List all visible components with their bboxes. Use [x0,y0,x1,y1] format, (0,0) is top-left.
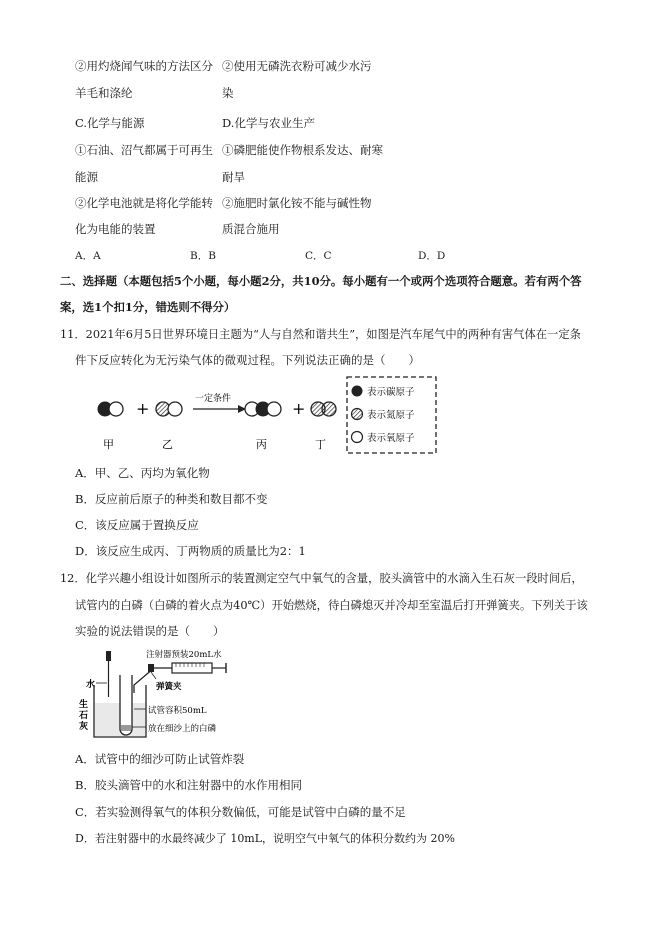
q12-stem-line2: 试管内的白磷（白磷的着火点为40℃）开始燃烧，待白磷熄灭并冷却至室温后打开弹簧夹。下列关于该 [75,599,588,612]
q12-stem-line1: 12．化学兴趣小组设计如图所示的装置测定空气中氧气的含量，胶头滴管中的水滴入生石灰一段时间后， [60,572,583,585]
table-header-c: C.化学与能源 [75,116,145,130]
spring-clamp [148,664,154,672]
product-ding-molecule [311,402,336,416]
label-yi: 乙 [162,438,173,451]
q11-option-c: C．该反应属于置换反应 [75,518,199,532]
lime-label-1: 生 [79,700,89,710]
table-c-item2-line1: ②化学电池就是将化学能转 [75,196,213,210]
q10-option-a: A．A [75,250,101,262]
reactant-jia-molecule [98,402,123,416]
table-c-item1-line2: 能源 [75,170,98,184]
q10-option-b: B．B [190,250,216,262]
table-row-a-left-line1: ②用灼烧闻气味的方法区分 [75,59,213,73]
q11-reaction-diagram [70,374,440,456]
table-d-item1-line2: 耐旱 [222,170,245,184]
water-label: 水 [86,680,96,690]
q12-apparatus-diagram [76,645,266,741]
phosphorus-label: 放在细沙上的白磷 [148,724,217,734]
legend-carbon-icon [352,386,363,397]
table-row-a-right-line1: ②使用无磷洗衣粉可减少水污 [222,59,372,73]
q11-option-a: A．甲、乙、丙均为氧化物 [75,466,210,480]
q12-option-a: A．试管中的细沙可防止试管炸裂 [75,752,245,766]
section-2-heading-line1: 二、选择题（本题包括5个小题，每小题2分，共10分。每小题有一个或两个选项符合题意。若有两个答 [60,274,582,288]
q10-option-d: D．D [418,250,446,262]
q11-option-d: D．该反应生成丙、丁两物质的质量比为2：1 [75,544,306,558]
legend-nitrogen-label: 表示氮原子 [367,410,415,421]
plus-sign-2: + [292,399,306,418]
table-c-item1-line1: ①石油、沼气都属于可再生 [75,143,213,157]
q12-stem-line3: 实验的说法错误的是（ ） [75,624,225,638]
q11-stem-line1: 11．2021年6月5日世界环境日主题为“人与自然和谐共生”，如图是汽车尾气中的两种有害气体在一定条 [60,328,581,341]
section-2-heading-line2: 案，选1个扣1分，错选则不得分） [60,300,236,314]
table-row-a-right-line2: 染 [222,86,234,100]
legend-oxygen-label: 表示氧原子 [367,433,415,444]
table-d-item2-line1: ②施肥时氯化铵不能与碱性物 [222,196,372,210]
q11-option-b: B．反应前后原子的种类和数目都不变 [75,492,268,506]
q12-option-d: D．若注射器中的水最终减少了 10mL，说明空气中氧气的体积分数约为 20% [75,832,455,845]
table-row-a-left-line2: 羊毛和涤纶 [75,86,133,100]
label-jia: 甲 [103,438,114,451]
plus-sign-1: + [136,399,150,418]
table-c-item2-line2: 化为电能的装置 [75,222,156,236]
product-bing-molecule [245,402,281,416]
dropper-bulb [106,651,111,661]
q12-option-b: B．胶头滴管中的水和注射器中的水作用相同 [75,778,302,792]
tube-volume-label: 试管容积50mL [148,706,207,716]
syringe-label: 注射器预装20mL水 [146,650,222,660]
clamp-label: 弹簧夹 [156,682,182,692]
reaction-condition: 一定条件 [195,394,232,404]
reactant-yi-molecule [156,402,182,416]
lime-label-2: 石 [79,711,89,721]
legend-carbon-label: 表示碳原子 [367,387,415,398]
table-d-item1-line1: ①磷肥能使作物根系发达、耐寒 [222,143,383,157]
legend-oxygen-icon [352,432,363,443]
label-ding: 丁 [315,438,326,451]
q12-option-c: C．若实验测得氧气的体积分数偏低，可能是试管中白磷的量不足 [75,805,406,819]
q10-option-c: C．C [305,250,332,262]
q11-stem-line2: 件下反应转化为无污染气体的微观过程。下列说法正确的是（ ） [75,353,420,367]
table-header-d: D.化学与农业生产 [222,116,315,130]
label-bing: 丙 [256,438,267,451]
table-d-item2-line2: 质混合施用 [222,222,280,236]
legend-nitrogen-icon [352,409,363,420]
lime-label-3: 灰 [79,722,89,732]
